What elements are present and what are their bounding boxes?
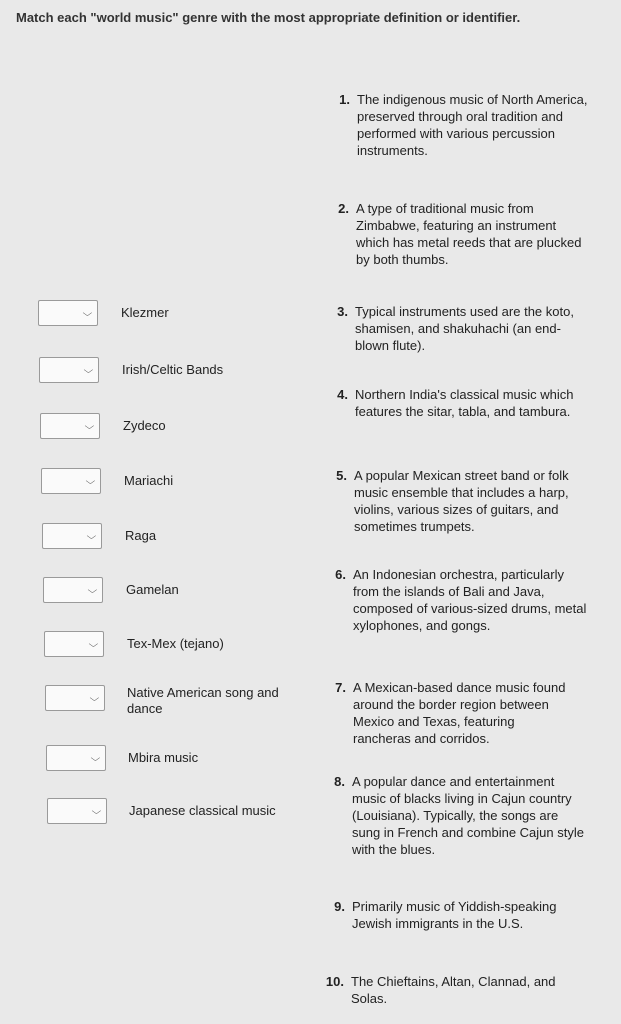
answer-dropdown[interactable] — [42, 523, 102, 549]
chevron-down-icon: ⌵ — [85, 475, 96, 486]
definition-number: 10. — [325, 974, 344, 989]
definition-item — [337, 386, 591, 420]
definition-number: 7. — [335, 680, 346, 695]
definition-text: Northern India's classical music which features the sitar, tabla, and tambura. — [355, 387, 574, 419]
match-row — [47, 797, 107, 825]
term-label: Mbira music — [128, 750, 199, 765]
answer-dropdown[interactable] — [43, 577, 103, 603]
answer-dropdown[interactable] — [44, 631, 104, 657]
term-label: Mariachi — [124, 473, 174, 488]
definition-number: 2. — [338, 201, 349, 216]
definition-item — [338, 200, 592, 268]
chevron-down-icon: ⌵ — [90, 752, 101, 763]
term-label: Raga — [125, 528, 157, 543]
definition-item — [334, 773, 584, 858]
definition-text: A popular dance and entertainment music of blacks living in Cajun country (Louisiana). Typically, the songs are sung in French and combine Cajun style with the blues. — [352, 774, 584, 857]
term-label: Japanese classical music — [129, 803, 276, 818]
definition-number: 8. — [334, 774, 345, 789]
match-row — [42, 522, 102, 550]
answer-dropdown[interactable] — [47, 798, 107, 824]
question-prompt: Match each "world music" genre with the most appropriate definition or identifier. — [16, 10, 521, 25]
chevron-down-icon: ⌵ — [83, 364, 94, 375]
term-label: Zydeco — [123, 418, 166, 433]
definition-number: 3. — [337, 304, 348, 319]
definition-item — [334, 898, 574, 932]
definition-item — [335, 679, 573, 747]
definition-item — [337, 303, 585, 354]
term-label: Tex-Mex (tejano) — [127, 636, 224, 651]
chevron-down-icon: ⌵ — [84, 420, 95, 431]
match-row — [41, 467, 101, 495]
definition-text: Primarily music of Yiddish-speaking Jewish immigrants in the U.S. — [352, 899, 557, 931]
definition-item — [339, 91, 589, 159]
chevron-down-icon: ⌵ — [86, 530, 97, 541]
definition-number: 4. — [337, 387, 348, 402]
definition-text: A type of traditional music from Zimbabwe, featuring an instrument which has metal reeds that are plucked by both thumbs. — [356, 201, 582, 267]
definition-text: A popular Mexican street band or folk music ensemble that includes a harp, violins, various sizes of guitars, and sometimes trumpets. — [354, 468, 569, 534]
match-row — [44, 630, 104, 658]
definition-item — [325, 973, 561, 1007]
definition-text: A Mexican-based dance music found around the border region between Mexico and Texas, featuring rancheras and corridos. — [353, 680, 566, 746]
chevron-down-icon: ⌵ — [82, 307, 93, 318]
chevron-down-icon: ⌵ — [87, 584, 98, 595]
match-row — [45, 684, 105, 712]
match-row — [43, 576, 103, 604]
definition-text: An Indonesian orchestra, particularly from the islands of Bali and Java, composed of various-sized drums, metal xylophones, and gongs. — [353, 567, 587, 633]
answer-dropdown[interactable] — [46, 745, 106, 771]
definition-number: 6. — [335, 567, 346, 582]
definition-number: 9. — [334, 899, 345, 914]
term-label: Irish/Celtic Bands — [122, 362, 224, 377]
chevron-down-icon: ⌵ — [88, 638, 99, 649]
match-row — [40, 412, 100, 440]
definition-text: The Chieftains, Altan, Clannad, and Solas. — [351, 974, 556, 1006]
answer-dropdown[interactable] — [41, 468, 101, 494]
chevron-down-icon: ⌵ — [91, 805, 102, 816]
match-row — [38, 299, 98, 327]
definition-number: 5. — [336, 468, 347, 483]
answer-dropdown[interactable] — [45, 685, 105, 711]
term-label: Klezmer — [121, 305, 169, 320]
answer-dropdown[interactable] — [40, 413, 100, 439]
definition-number: 1. — [339, 92, 350, 107]
term-label: Gamelan — [126, 582, 179, 597]
match-row — [46, 744, 106, 772]
match-row — [39, 356, 99, 384]
term-label: Native American song and dance — [127, 685, 279, 716]
definition-text: Typical instruments used are the koto, shamisen, and shakuhachi (an end-blown flute). — [355, 304, 574, 353]
answer-dropdown[interactable] — [38, 300, 98, 326]
definition-item — [336, 467, 586, 535]
answer-dropdown[interactable] — [39, 357, 99, 383]
definition-item — [335, 566, 589, 634]
definition-text: The indigenous music of North America, preserved through oral tradition and performed with various percussion instruments. — [357, 92, 588, 158]
chevron-down-icon: ⌵ — [89, 692, 100, 703]
